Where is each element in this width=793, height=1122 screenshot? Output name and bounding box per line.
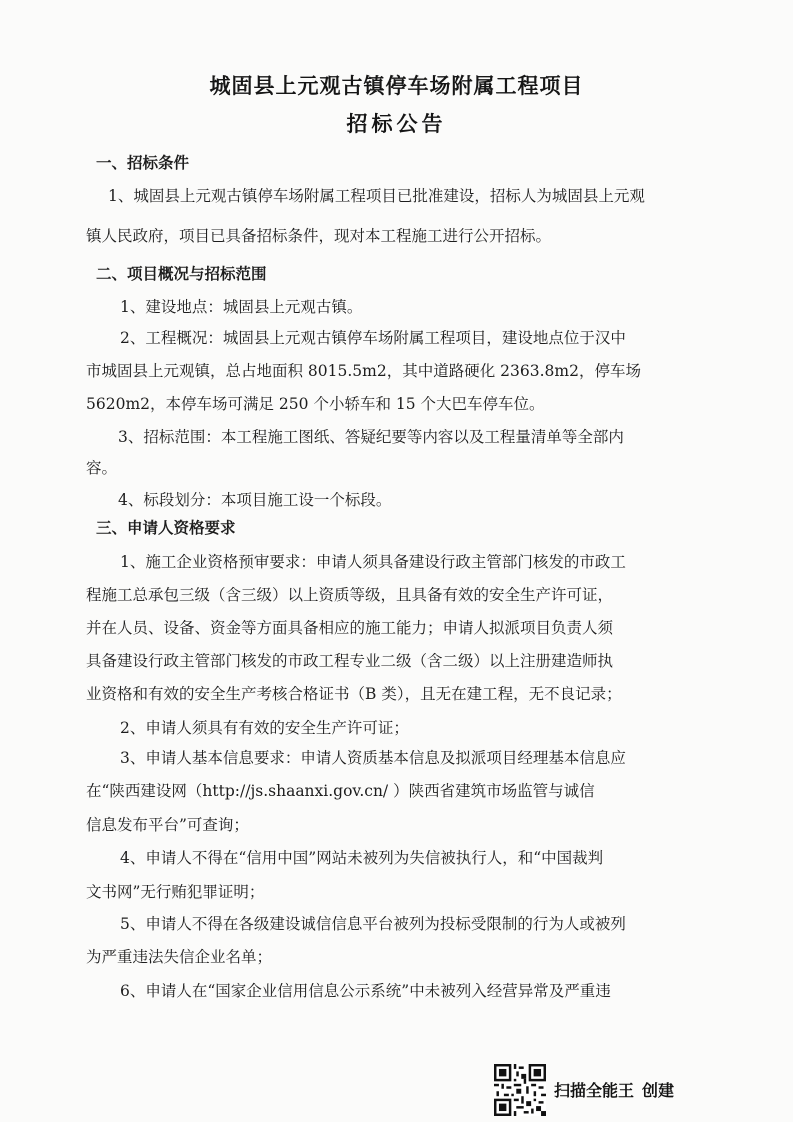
section-1-heading: 一、招标条件 <box>96 154 190 172</box>
paragraph-line: 信息发布平台”可查询； <box>86 816 249 834</box>
paragraph-line: 1、施工企业资格预审要求：申请人须具备建设行政主管部门核发的市政工 <box>120 553 626 571</box>
paragraph-line: 5620m2，本停车场可满足 250 个小轿车和 15 个大巴车停车位。 <box>86 395 545 413</box>
paragraph-line: 镇人民政府，项目已具备招标条件，现对本工程施工进行公开招标。 <box>86 227 552 245</box>
paragraph-line: 在“陕西建设网（http://js.shaanxi.gov.cn/ ）陕西省建筑市场监管与诚信 <box>86 782 595 800</box>
paragraph-line: 并在人员、设备、资金等方面具备相应的施工能力；申请人拟派项目负责人须 <box>86 619 614 637</box>
scanner-brand-action: 创建 <box>642 1081 675 1100</box>
paragraph-line: 市城固县上元观镇，总占地面积 8015.5m2，其中道路硬化 2363.8m2，停车场 <box>86 362 641 380</box>
paragraph-line: 容。 <box>86 459 118 477</box>
paragraph-line: 3、招标范围：本工程施工图纸、答疑纪要等内容以及工程量清单等全部内 <box>118 428 624 446</box>
paragraph-line: 2、工程概况：城固县上元观古镇停车场附属工程项目，建设地点位于汉中 <box>120 329 626 347</box>
section-3-heading: 三、申请人资格要求 <box>96 519 236 537</box>
qr-code-icon <box>494 1064 546 1116</box>
document-subtitle: 招标公告 <box>346 112 447 136</box>
paragraph-line: 6、申请人在“国家企业信用信息公示系统”中未被列入经营异常及严重违 <box>120 982 611 1000</box>
paragraph-line: 为严重违法失信企业名单； <box>86 948 273 966</box>
section-2-heading: 二、项目概况与招标范围 <box>96 265 267 283</box>
paragraph-line: 1、城固县上元观古镇停车场附属工程项目已批准建设，招标人为城固县上元观 <box>108 187 645 205</box>
document-title: 城固县上元观古镇停车场附属工程项目 <box>209 74 584 98</box>
scanner-brand-name: 扫描全能王 <box>554 1081 635 1100</box>
paragraph-line: 程施工总承包三级（含三级）以上资质等级，且具备有效的安全生产许可证， <box>86 586 614 604</box>
paragraph-line: 1、建设地点：城固县上元观古镇。 <box>120 298 363 316</box>
paragraph-line: 3、申请人基本信息要求：申请人资质基本信息及拟派项目经理基本信息应 <box>120 749 626 767</box>
paragraph-line: 5、申请人不得在各级建设诚信信息平台被列为投标受限制的行为人或被列 <box>120 915 626 933</box>
paragraph-line: 4、申请人不得在“信用中国”网站未被列为失信被执行人，和“中国裁判 <box>120 849 604 867</box>
paragraph-line: 业资格和有效的安全生产考核合格证书（B 类），且无在建工程，无不良记录； <box>86 685 622 703</box>
paragraph-line: 具备建设行政主管部门核发的市政工程专业二级（含二级）以上注册建造师执 <box>86 652 614 670</box>
paragraph-line: 4、标段划分：本项目施工设一个标段。 <box>118 491 392 509</box>
paragraph-line: 2、申请人须具有有效的安全生产许可证； <box>120 719 409 737</box>
paragraph-line: 文书网”无行贿犯罪证明； <box>86 883 265 901</box>
scanner-watermark <box>494 1064 744 1120</box>
